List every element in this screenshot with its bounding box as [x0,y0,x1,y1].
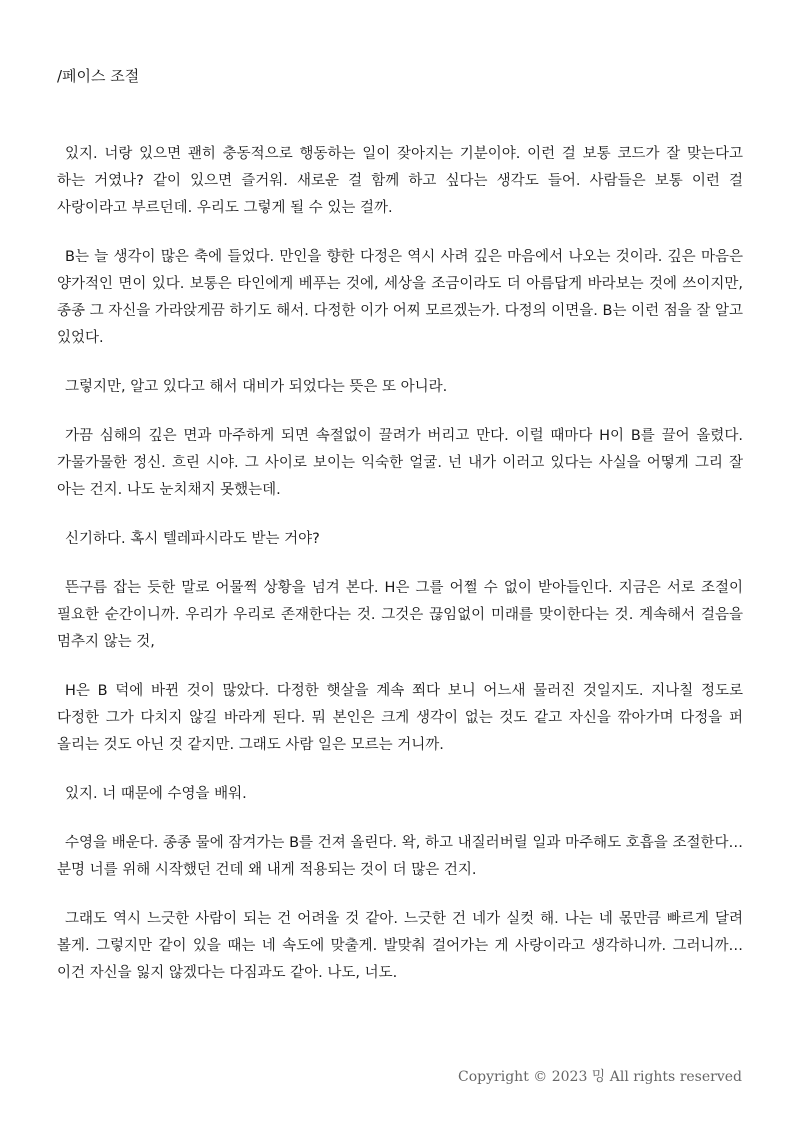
paragraph: 가끔 심해의 깊은 면과 마주하게 되면 속절없이 끌려가 버리고 만다. 이럴 때마다 H이 B를 끌어 올렸다. 가물가물한 정신. 흐린 시야. 그 사이로 보이는 익숙한 얼굴. 넌 내가 이러고 있다는 사실을 어떻게 그리 잘 아는 건지. 나도 눈치채지 못했는데. [57,428,743,498]
document-body [57,141,743,1009]
paragraph: 있지. 너 때문에 수영을 배워. [65,786,247,802]
copyright-footer: Copyright © 2023 밍 All rights reserved [458,1069,742,1085]
paragraph: 신기하다. 혹시 텔레파시라도 받는 거야? [65,531,320,547]
paragraph: 있지. 너랑 있으면 괜히 충동적으로 행동하는 일이 잦아지는 기분이야. 이런 걸 보통 코드가 잘 맞는다고 하는 거였나? 같이 있으면 즐거워. 새로운 걸 함께 하고 싶다는 생각도 들어. 사람들은 보통 이런 걸 사랑이라고 부르던데. 우리도 그렇게 될 수 있는 걸까. [57,146,743,216]
paragraph: 뜬구름 잡는 듯한 말로 어물쩍 상황을 넘겨 본다. H은 그를 어쩔 수 없이 받아들인다. 지금은 서로 조절이 필요한 순간이니까. 우리가 우리로 존재한다는 것. 그것은 끊임없이 미래를 맞이한다는 것. 계속해서 걸음을 멈추지 않는 것, [57,580,743,650]
paragraph: 그래도 역시 느긋한 사람이 되는 건 어려울 것 같아. 느긋한 건 네가 실컷 해. 나는 네 몫만큼 빠르게 달려 볼게. 그렇지만 같이 있을 때는 네 속도에 맞출게. 발맞춰 걸어가는 게 사랑이라고 생각하니까. 그러니까… 이건 자신을 잃지 않겠다는 다짐과도 같아. 나도, 너도. [57,911,743,981]
paragraph: 수영을 배운다. 종종 물에 잠겨가는 B를 건져 올린다. 왁, 하고 내질러버릴 일과 마주해도 호흡을 조절한다… 분명 너를 위해 시작했던 건데 왜 내게 적용되는 것이 더 많은 건지. [57,835,743,878]
paragraph: 그렇지만, 알고 있다고 해서 대비가 되었다는 뜻은 또 아니라. [65,379,448,395]
paragraph: H은 B 덕에 바뀐 것이 많았다. 다정한 햇살을 계속 쬐다 보니 어느새 물러진 것일지도. 지나칠 정도로 다정한 그가 다치지 않길 바라게 된다. 뭐 본인은 크게 생각이 없는 것도 같고 자신을 깎아가며 다정을 퍼 올리는 것도 아닌 것 같지만. 그래도 사람 일은 모르는 거니까. [57,683,744,753]
paragraph: B는 늘 생각이 많은 축에 들었다. 만인을 향한 다정은 역시 사려 깊은 마음에서 나오는 것이라. 깊은 마음은 양가적인 면이 있다. 보통은 타인에게 베푸는 것에, 세상을 조금이라도 더 아름답게 바라보는 것에 쓰이지만, 종종 그 자신을 가라앉게끔 하기도 해서. 다정한 이가 어찌 모르겠는가. 다정의 이면을. B는 이런 점을 잘 알고 있었다. [57,249,743,346]
page-title: /페이스 조절 [57,67,140,85]
